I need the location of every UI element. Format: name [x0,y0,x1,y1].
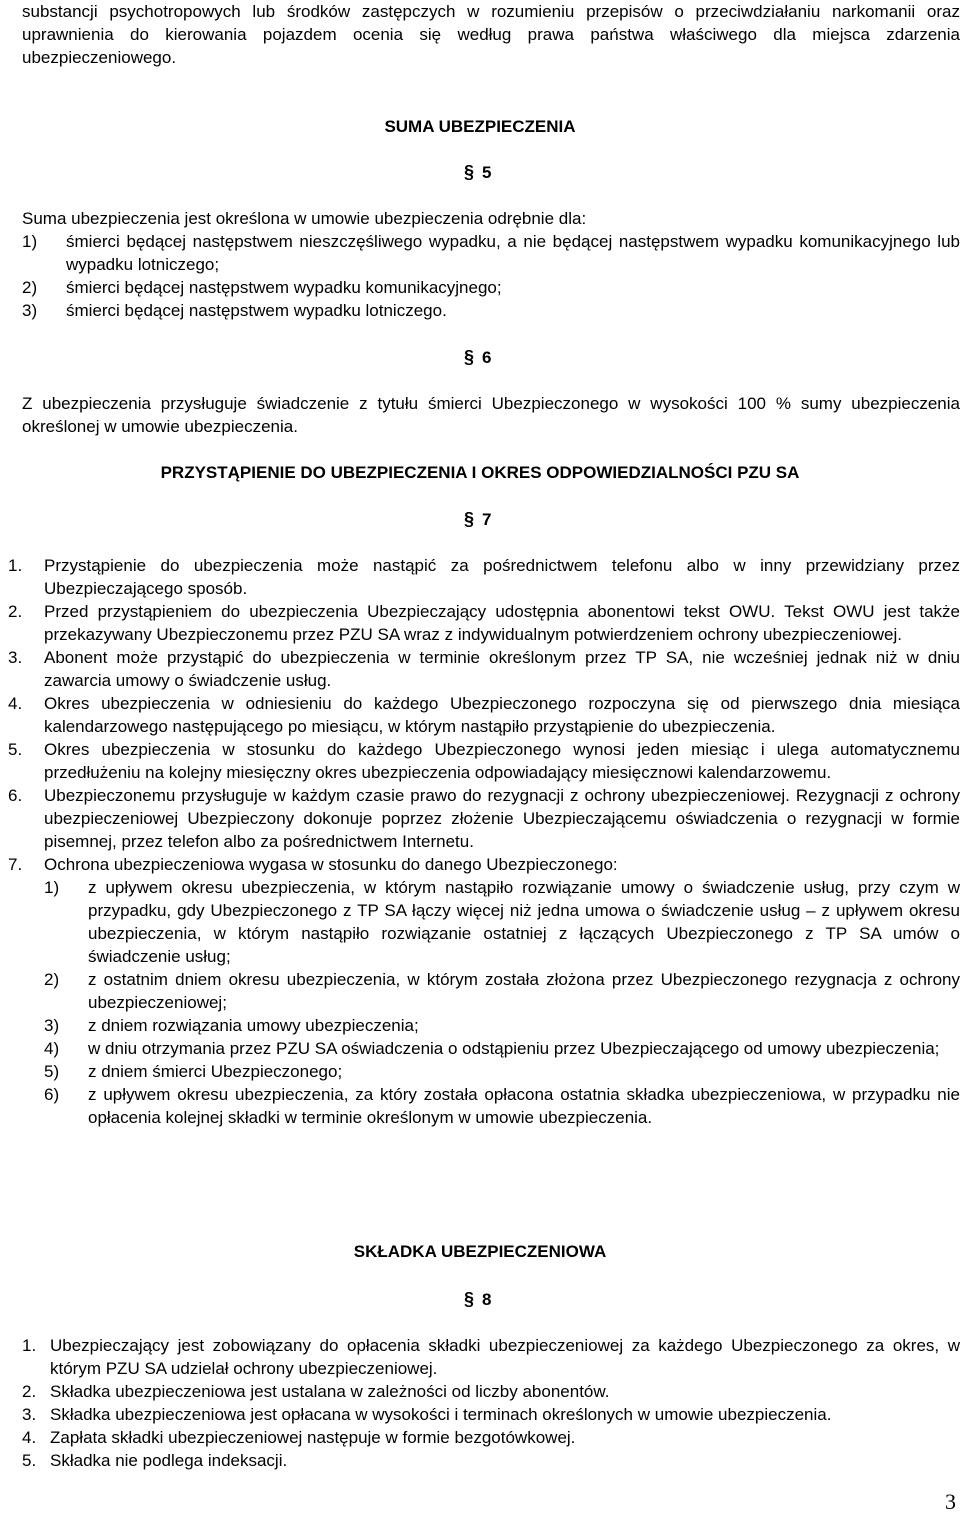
sublist-item-number: 2) [44,970,60,989]
sublist-item-number: 3) [44,1016,60,1035]
list-item [8,784,960,853]
page-number: 3 [945,1489,956,1514]
section-5-marker [464,161,491,184]
list-item [8,646,960,692]
section-5-lead: Suma ubezpieczenia jest określona w umowie ubezpieczenia odrębnie dla: [22,209,587,228]
list-item-text: Przystąpienie do ubezpieczenia może nastąpić za pośrednictwem telefonu albo w inny przewidziany przez Ubezpieczającego sposób. [44,556,960,598]
sublist-item-number: 4) [44,1039,60,1058]
list-item-number: 1) [22,232,38,251]
list-item [8,738,960,784]
sublist-item [44,1037,960,1060]
list-item [22,1380,960,1403]
sublist-item-text: z dniem rozwiązania umowy ubezpieczenia; [88,1016,419,1035]
list-item-number: 2) [22,278,38,297]
section-7-list [8,554,960,1129]
list-item-number: 4. [22,1428,37,1447]
sublist-item [44,1083,960,1129]
list-item-text: śmierci będącej następstwem nieszczęśliwego wypadku, a nie będącej następstwem wypadku komunikacyjnego lub wypadku lotniczego; [66,232,960,274]
list-item-number: 3. [22,1405,37,1424]
list-item-number: 1. [8,556,23,575]
list-item-number: 7. [8,855,23,874]
list-item-text: Ochrona ubezpieczeniowa wygasa w stosunku do danego Ubezpieczonego: [44,855,618,874]
sublist-item-text: z ostatnim dniem okresu ubezpieczenia, w którym została złożona przez Ubezpieczonego rezygnacja z ochrony ubezpieczeniowej; [88,970,960,1012]
list-item [22,1426,960,1449]
section-number: 5 [482,163,492,182]
list-item [8,554,960,600]
section-7-marker [464,508,491,531]
list-item-text: Abonent może przystąpić do ubezpieczenia w terminie określonym przez TP SA, nie wcześniej jednak niż w dniu zawarcia umowy o świadczenie usług. [44,648,960,690]
list-item-text: Ubezpieczający jest zobowiązany do opłacenia składki ubezpieczeniowej za każdego Ubezpieczonego za okres, w którym PZU SA udzielał ochrony ubezpieczeniowej. [50,1336,960,1378]
list-item-text: Zapłata składki ubezpieczeniowej następuje w formie bezgotówkowej. [50,1428,576,1447]
list-item-text: Przed przystąpieniem do ubezpieczenia Ubezpieczający udostępnia abonentowi tekst OWU. Tekst OWU jest także przekazywany Ubezpieczonemu przez PZU SA wraz z indywidualnym potwierdzeniem ochrony ubezpieczeniowej. [44,602,960,644]
list-item [8,692,960,738]
list-item-number: 1. [22,1336,37,1355]
intro-paragraph: substancji psychotropowych lub środków zastępczych w rozumieniu przepisów o przeciwdziałaniu narkomanii oraz uprawnienia do kierowania pojazdem ocenia się według prawa państwa właściwego dla miejsca zdarzenia ubezpieczeniowego. [22,2,960,67]
section-number: 8 [482,1290,492,1309]
list-item-text: Okres ubezpieczenia w odniesieniu do każdego Ubezpieczonego rozpoczyna się od pierwszego dnia miesiąca kalendarzowego następującego po miesiącu, w którym nastąpiło przystąpienie do ubezpieczenia. [44,694,960,736]
list-item-text: Okres ubezpieczenia w stosunku do każdego Ubezpieczonego wynosi jeden miesiąc i ulega automatycznemu przedłużeniu na kolejny miesięczny okres ubezpieczenia odpowiadający miesięcznowi kalendarzowemu. [44,740,960,782]
section-symbol: § [464,162,475,182]
sublist-item-text: w dniu otrzymania przez PZU SA oświadczenia o odstąpieniu przez Ubezpieczającego od umowy ubezpieczenia; [88,1039,940,1058]
sublist-item-number: 1) [44,878,60,897]
section-symbol: § [464,347,475,367]
list-item [8,853,960,1129]
section-number: 6 [482,348,492,367]
section-6-paragraph: Z ubezpieczenia przysługuje świadczenie z tytułu śmierci Ubezpieczonego w wysokości 100 % sumy ubezpieczenia określonej w umowie ubezpieczenia. [22,394,960,436]
sublist-item [44,876,960,968]
list-item [22,1449,960,1472]
heading-suma-ubezpieczenia: SUMA UBEZPIECZENIA [384,117,576,136]
list-item-text: Składka nie podlega indeksacji. [50,1451,288,1470]
list-item [22,230,960,276]
list-item [22,299,960,322]
heading-skladka: SKŁADKA UBEZPIECZENIOWA [353,1242,607,1261]
list-item [22,1403,960,1426]
list-item [22,1334,960,1380]
sublist-item [44,1060,960,1083]
sublist-item [44,1014,960,1037]
list-item-number: 2. [22,1382,37,1401]
sublist-item-number: 6) [44,1085,60,1104]
list-item-text: Ubezpieczonemu przysługuje w każdym czasie prawo do rezygnacji z ochrony ubezpieczeniowej. Rezygnacji z ochrony ubezpieczeniowej Ubezpieczony dokonuje poprzez złożenie Ubezpieczającemu oświadczenia o rezygnacji w formie pisemnej, przez telefon albo za pośrednictwem Internetu. [44,786,960,851]
section-8-marker [464,1288,491,1311]
list-item-number: 6. [8,786,23,805]
list-item-number: 4. [8,694,23,713]
section-7-sublist [44,876,960,1129]
list-item-number: 3) [22,301,38,320]
list-item-number: 3. [8,648,23,667]
heading-przystapienie: PRZYSTĄPIENIE DO UBEZPIECZENIA I OKRES ODPOWIEDZIALNOŚCI PZU SA [160,463,800,482]
sublist-item-number: 5) [44,1062,60,1081]
list-item [8,600,960,646]
list-item-number: 5. [8,740,23,759]
section-8-list [22,1334,960,1472]
sublist-item-text: z dniem śmierci Ubezpieczonego; [88,1062,343,1081]
sublist-item-text: z upływem okresu ubezpieczenia, w którym nastąpiło rozwiązanie umowy o świadczenie usług, przy czym w przypadku, gdy Ubezpieczonego z TP SA łączy więcej niż jedna umowa o świadczenie usług – z upływem okresu ubezpieczenia, w którym nastąpiło rozwiązanie ostatniej z łączących Ubezpieczonego z TP SA umów o świadczenie usług; [88,878,960,966]
sublist-item-text: z upływem okresu ubezpieczenia, za który została opłacona ostatnia składka ubezpieczeniowa, w przypadku nie opłacenia kolejnej składki w terminie określonym w umowie ubezpieczenia. [88,1085,960,1127]
list-item-text: Składka ubezpieczeniowa jest opłacana w wysokości i terminach określonych w umowie ubezpieczenia. [50,1405,832,1424]
section-number: 7 [482,510,492,529]
section-5-list [22,230,960,322]
list-item-number: 5. [22,1451,37,1470]
section-6-marker [464,346,491,369]
section-symbol: § [464,509,475,529]
list-item [22,276,960,299]
section-symbol: § [464,1289,475,1309]
list-item-text: Składka ubezpieczeniowa jest ustalana w zależności od liczby abonentów. [50,1382,610,1401]
list-item-text: śmierci będącej następstwem wypadku lotniczego. [66,301,447,320]
list-item-text: śmierci będącej następstwem wypadku komunikacyjnego; [66,278,502,297]
list-item-number: 2. [8,602,23,621]
sublist-item [44,968,960,1014]
